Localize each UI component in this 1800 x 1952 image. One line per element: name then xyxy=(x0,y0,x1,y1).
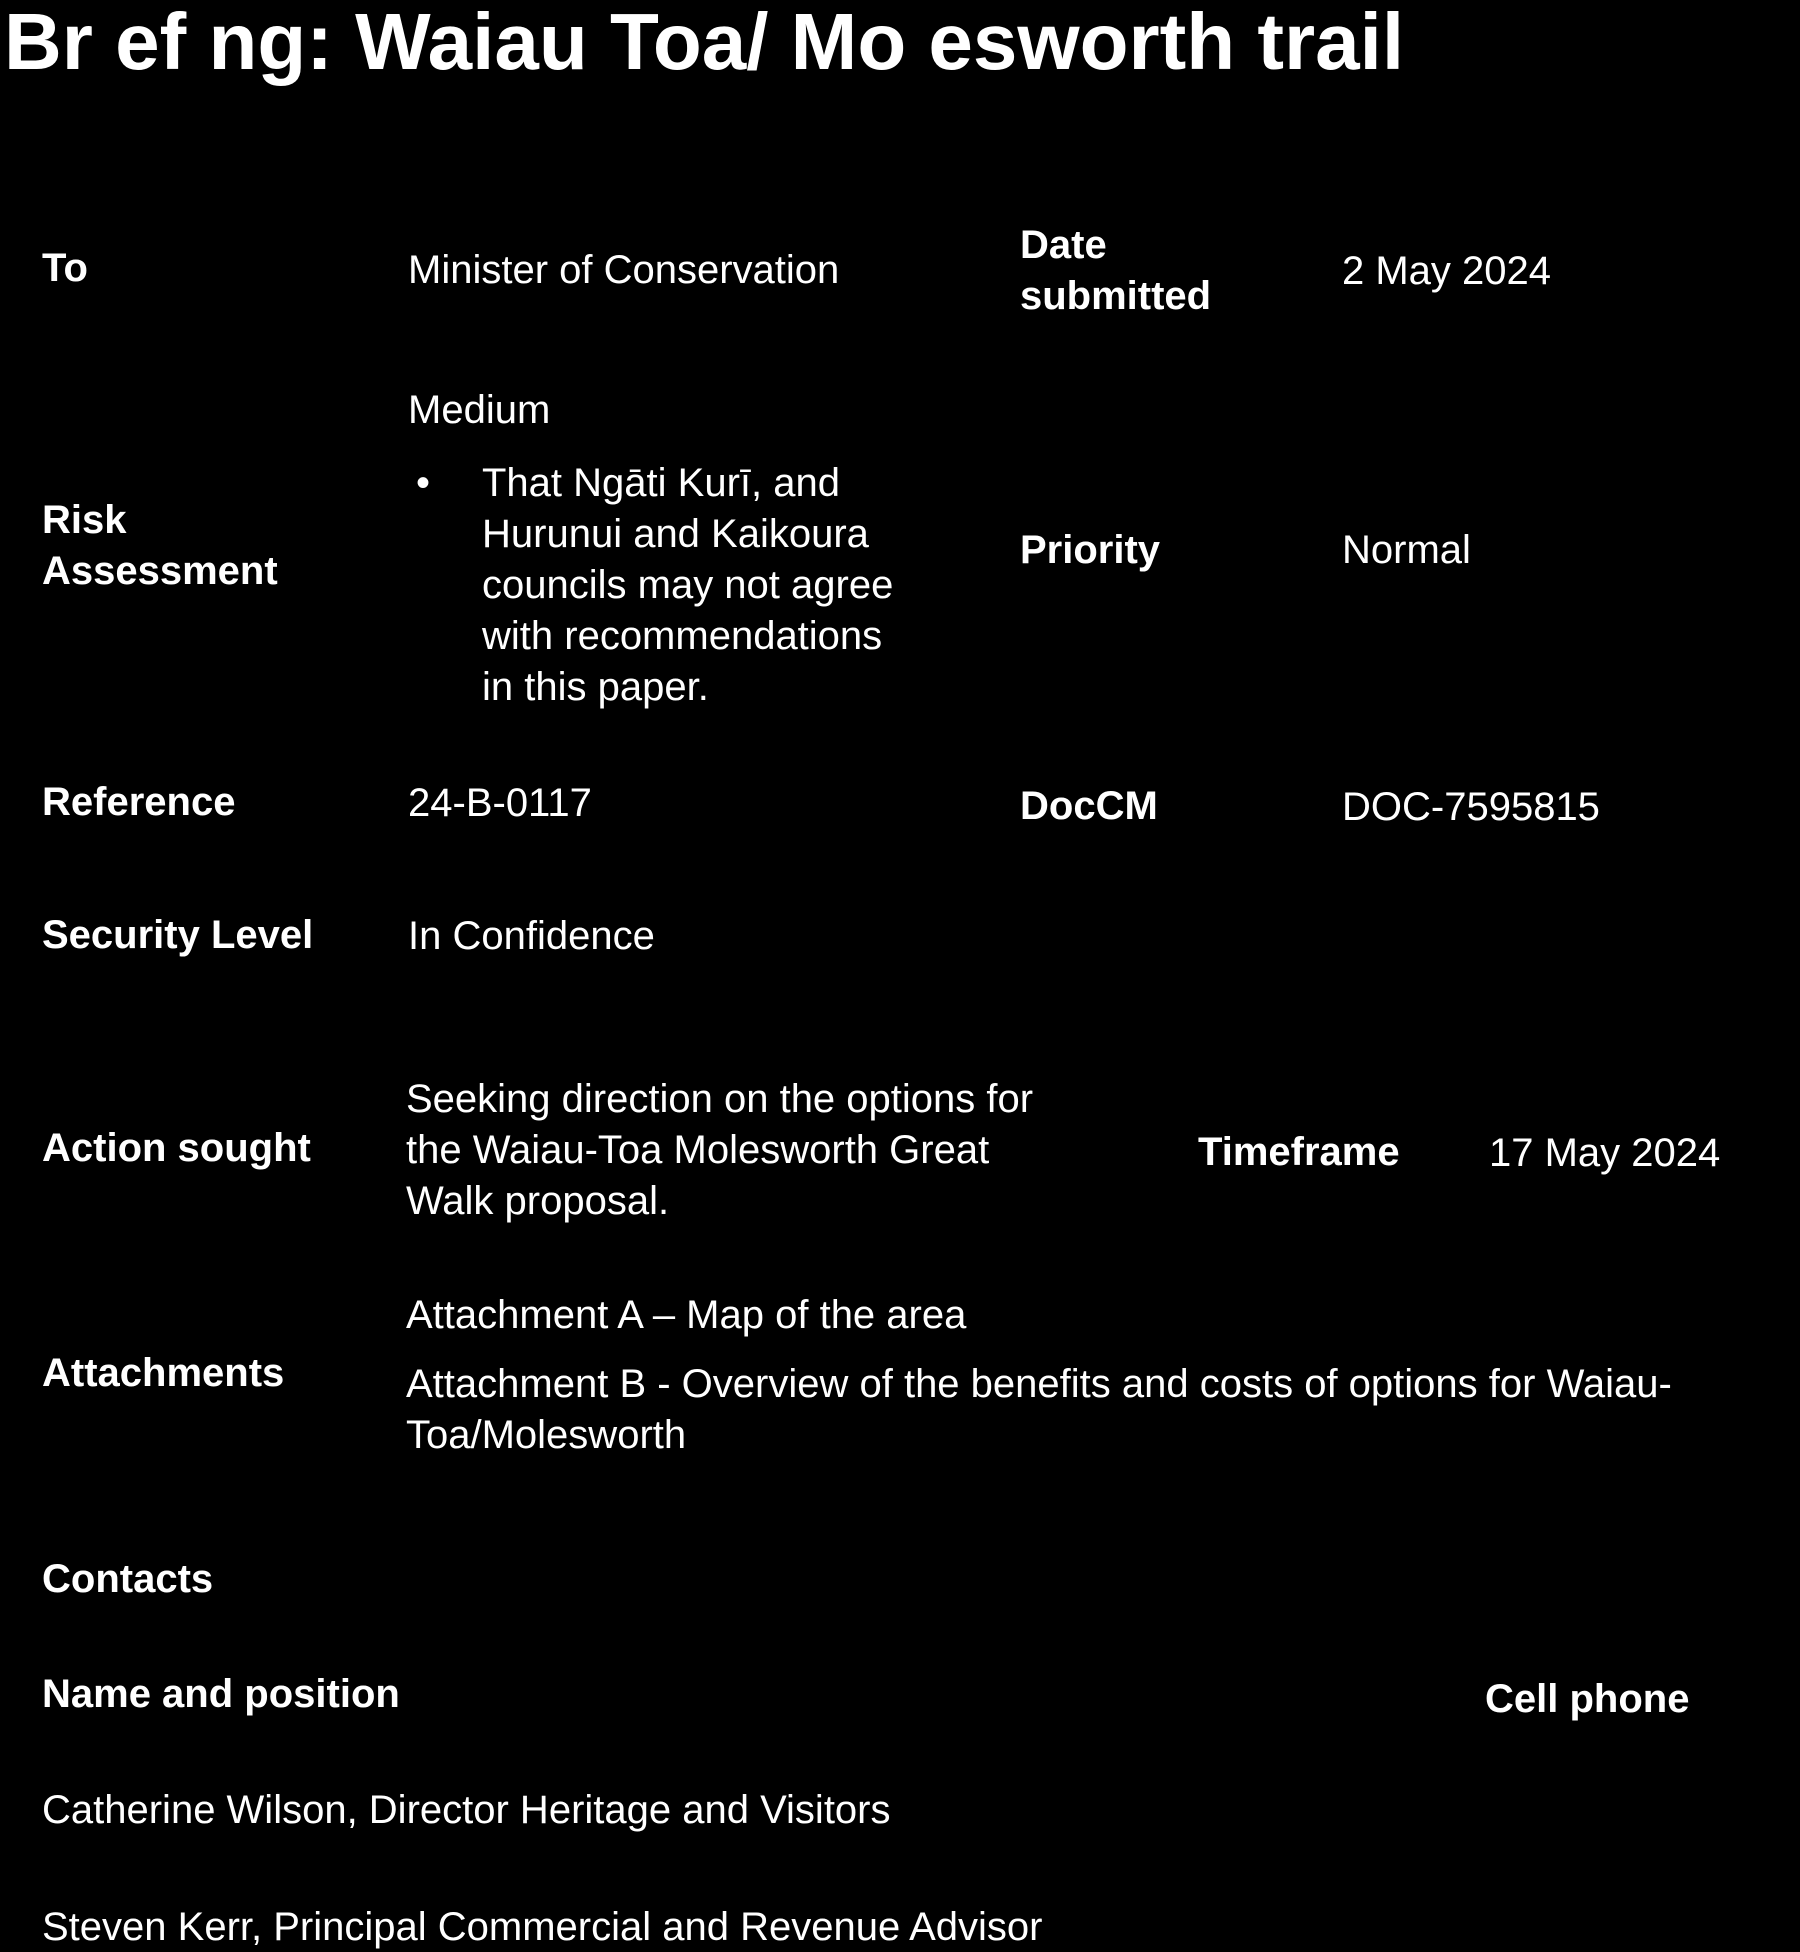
reference-label: Reference xyxy=(42,780,236,824)
text-line: Hurunui and Kaikoura xyxy=(482,512,869,556)
date-submitted-label xyxy=(1020,220,1211,322)
action-label: Action sought xyxy=(42,1126,311,1170)
priority-value: Normal xyxy=(1342,528,1471,572)
label-line: Risk xyxy=(42,498,127,542)
contact-row: Steven Kerr, Principal Commercial and Revenue Advisor xyxy=(42,1905,1043,1949)
contact-row: Catherine Wilson, Director Heritage and Visitors xyxy=(42,1788,891,1832)
label-line: Assessment xyxy=(42,549,278,593)
text-line: councils may not agree xyxy=(482,563,894,607)
label-line: Date xyxy=(1020,223,1107,267)
text-line: the Waiau-Toa Molesworth Great xyxy=(406,1128,990,1172)
date-submitted-value: 2 May 2024 xyxy=(1342,249,1552,293)
document-title: Br ef ng: Waiau Toa/ Mo esworth trail xyxy=(4,0,1405,86)
priority-label: Priority xyxy=(1020,528,1161,572)
doccm-value: DOC-7595815 xyxy=(1342,785,1600,829)
risk-level: Medium xyxy=(408,388,551,432)
attachment-b xyxy=(406,1359,1672,1461)
attachments-label: Attachments xyxy=(42,1351,285,1395)
risk-bullet-text xyxy=(482,458,893,713)
doccm-label: DocCM xyxy=(1020,784,1158,828)
security-label: Security Level xyxy=(42,913,314,957)
attachment-a: Attachment A – Map of the area xyxy=(406,1293,967,1337)
contacts-heading: Contacts xyxy=(42,1557,214,1601)
text-line: in this paper. xyxy=(482,665,709,709)
to-label: To xyxy=(42,246,88,290)
timeframe-label: Timeframe xyxy=(1198,1130,1400,1174)
name-position-header: Name and position xyxy=(42,1672,400,1716)
text-line: That Ngāti Kurī, and xyxy=(482,461,840,505)
text-line: Seeking direction on the options for xyxy=(406,1077,1034,1121)
text-line: with recommendations xyxy=(482,614,883,658)
bullet-icon: • xyxy=(416,461,431,505)
timeframe-value: 17 May 2024 xyxy=(1489,1131,1721,1175)
cell-phone-header: Cell phone xyxy=(1485,1677,1690,1721)
security-value: In Confidence xyxy=(408,914,655,958)
text-line: Attachment B - Overview of the benefits and costs of options for Waiau- xyxy=(406,1362,1672,1406)
to-value: Minister of Conservation xyxy=(408,248,840,292)
reference-value: 24-B-0117 xyxy=(408,781,592,825)
risk-label xyxy=(42,495,278,597)
action-value xyxy=(406,1074,1033,1227)
label-line: submitted xyxy=(1020,274,1212,318)
text-line: Walk proposal. xyxy=(406,1179,670,1223)
text-line: Toa/Molesworth xyxy=(406,1413,687,1457)
